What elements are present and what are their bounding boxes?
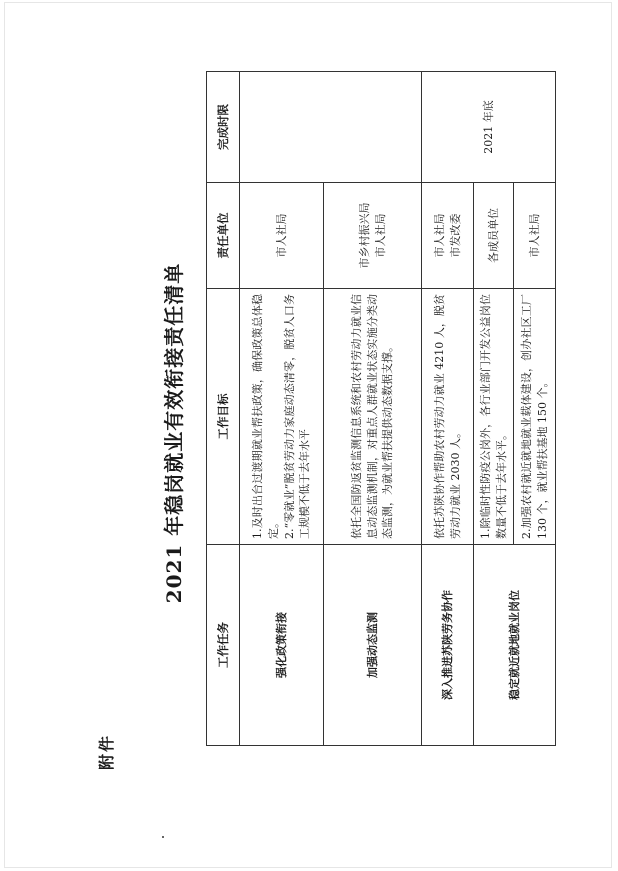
unit-name: 各成员单位 (486, 208, 500, 263)
goal-cell (324, 289, 422, 545)
header-time: 完成时限 (207, 72, 240, 183)
goal-cell (422, 289, 474, 545)
table-row (240, 72, 324, 746)
goal-line: 1.除临时性防疫公岗外，各行业部门开发公益岗位数量不低于去年水平。 (478, 294, 508, 539)
task-cell: 深入推进苏陕劳务协作 (422, 545, 474, 746)
document-title: 2021 年稳岗就业有效衔接责任清单 (162, 262, 186, 604)
rotated-document (10, 0, 610, 866)
goal-line: 依托苏陕协作帮助农村劳动力就业 4210 人，脱贫劳动力就业 2030 人。 (432, 294, 462, 539)
unit-name: 市人社局 (373, 213, 387, 258)
time-cell-completion: 2021 年底 (422, 72, 556, 183)
unit-name: 市人社局 (274, 213, 288, 258)
goal-line: 2.加强农村就近就地就业载体建设，创办社区工厂 130 个，就业帮扶基地 150 个。 (519, 294, 549, 539)
unit-cell (422, 183, 474, 289)
unit-cell (240, 183, 324, 289)
header-goal: 工作目标 (207, 289, 240, 545)
unit-cell (514, 183, 556, 289)
time-cell (240, 72, 422, 183)
task-cell: 稳定就近就地就业岗位 (474, 545, 556, 746)
unit-cell (474, 183, 514, 289)
goal-line: 2.“零就业”脱贫劳动力家庭动态清零，脱贫人口务工规模不低于去年水平 (282, 294, 312, 539)
scan-speck (162, 836, 164, 838)
table-row (422, 72, 474, 746)
header-unit: 责任单位 (207, 183, 240, 289)
goal-cell (474, 289, 514, 545)
table-header-row (207, 72, 240, 746)
goal-cell (514, 289, 556, 545)
unit-name: 市发改委 (448, 213, 462, 258)
goal-line: 1.及时出台过渡期就业帮扶政策，确保政策总体稳定。 (250, 294, 280, 539)
unit-cell (324, 183, 422, 289)
header-task: 工作任务 (207, 545, 240, 746)
attachment-label: 附件 (97, 733, 116, 770)
unit-name: 市人社局 (527, 213, 541, 258)
task-cell: 加强动态监测 (324, 545, 422, 746)
goal-cell (240, 289, 324, 545)
unit-name: 市乡村振兴局 (357, 202, 371, 269)
responsibility-table (206, 71, 556, 746)
task-cell: 强化政策衔接 (240, 545, 324, 746)
unit-name: 市人社局 (432, 213, 446, 258)
goal-line: 依托全国防返贫监测信息系统和农村劳动力就业信息动态监测机制，对重点人群就业状态实施分类动态监测，为就业帮扶提供动态数据支撑。 (349, 294, 395, 539)
